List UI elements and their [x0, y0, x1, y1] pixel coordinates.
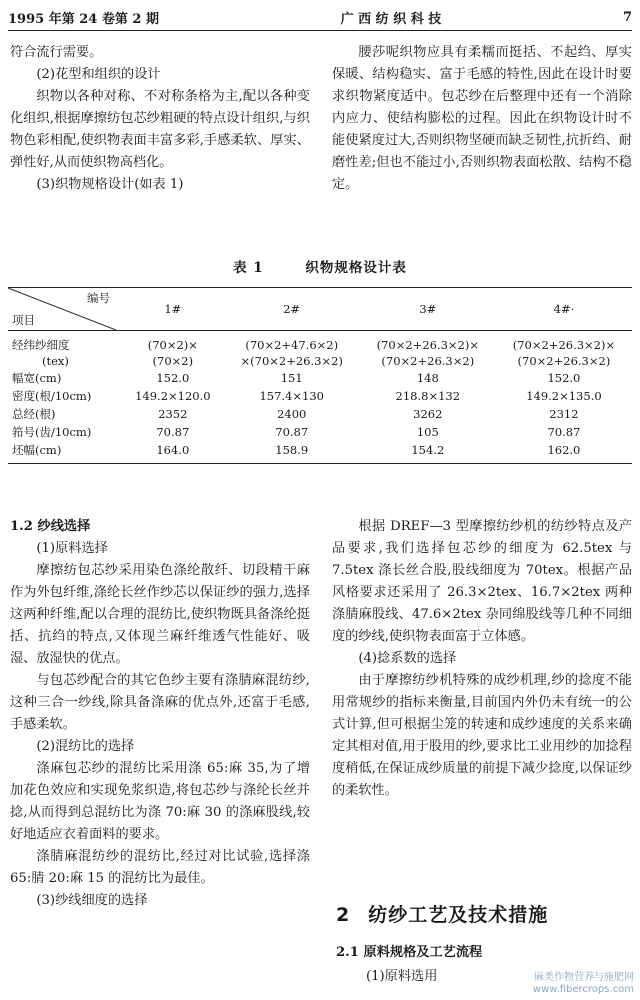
paragraph: 根据 DREF—3 型摩擦纺纱机的纺纱特点及产品要求,我们选择包芯纱的细度为 62.5tex 与 7.5tex 涤长丝合股,股线细度为 70tex。根据产品风格要求还采用了 26.3×2tex、16.7×2tex 两种涤腈麻股线、47.6×2tex 杂同绵股线等几种不同细度的纱线,使织物表面富于立体感。 [332, 519, 632, 644]
spec-table [8, 287, 632, 464]
table-cell: 158.9 [224, 441, 360, 464]
paragraph: 涤麻包芯纱的混纺比采用涤 65:麻 35,为了增加花色效应和实现免浆织造,将包芯纱与涤纶长丝并捻,从而得到总混纺比为涤 70:麻 30 的涤麻股线,较好地适应衣着面料的要求。 [10, 761, 310, 842]
table-cell: 2312 [549, 407, 579, 421]
table-cell: (70×2)× (70×2) [147, 338, 198, 368]
table-caption [0, 256, 640, 276]
table-row [8, 441, 632, 464]
paragraph: 涤腈麻混纺纱的混纺比,经过对比试验,选择涤 65:腈 20:麻 15 的混纺比为最佳。 [10, 849, 310, 886]
subheading: (3)织物规格设计(如表 1) [36, 177, 184, 192]
paragraph: 由于摩擦纺纱机特殊的成纱机理,纱的捻度不能用常规纱的指标来衡量,目前国内外仍未有统一的公式计算,但可根据尘笼的转速和成纱速度的关系来确定其相对值,用于股用的纱,要求比工业用纱的加捻程度稍低,在保证成纱质量的前提下减少捻度,以保证纱的柔软性。 [332, 673, 632, 798]
subheading: (1)原料选用 [366, 969, 438, 984]
table-row [8, 369, 632, 387]
row-label: 坯幅(cm) [8, 441, 122, 464]
table-header-row [8, 288, 632, 331]
running-header [8, 6, 632, 28]
column-header: 3# [360, 288, 496, 331]
row-label: 筘号(齿/10cm) [12, 425, 92, 439]
table-cell: 70.87 [275, 425, 309, 439]
section-title-text: 纺纱工艺及技术措施 [368, 904, 549, 926]
table-corner-cell [8, 288, 122, 331]
table-cell: 148 [416, 371, 439, 385]
row-label: 总经(根) [12, 407, 56, 421]
table-cell: 70.87 [156, 425, 190, 439]
paragraph: 符合流行需要。 [10, 45, 103, 60]
table-cell: 2352 [158, 407, 188, 421]
table-cell: (70×2+26.3×2)× (70×2+26.3×2) [512, 338, 616, 368]
column-header: 2# [224, 288, 360, 331]
table-cell: 149.2×135.0 [526, 389, 602, 403]
table-cell: (70×2+26.3×2)× (70×2+26.3×2) [376, 338, 479, 368]
header-code: 编号 [87, 291, 110, 305]
table-cell: 2400 [277, 407, 307, 421]
bottom-right-column [332, 516, 632, 802]
table-row [8, 405, 632, 423]
row-label: 幅宽(cm) [12, 371, 62, 385]
subheading: (2)花型和组织的设计 [36, 67, 161, 82]
table-number: 表 1 [233, 260, 264, 276]
section-title [336, 900, 548, 927]
page-number: 7 [622, 9, 632, 25]
top-left-column [10, 42, 310, 196]
table-title: 织物规格设计表 [305, 260, 407, 276]
column-header: 1# [122, 288, 224, 331]
subheading: (2)混纺比的选择 [36, 739, 135, 754]
table-cell: 152.0 [156, 371, 190, 385]
column-header: 4#· [496, 288, 632, 331]
table-cell: 154.2 [360, 441, 496, 464]
section-number: 2 [336, 904, 351, 926]
paragraph: 织物以各种对称、不对称条格为主,配以各种变化组织,根据摩擦纺包芯纱粗硬的特点设计组织,与织物色彩相配,使织物表面丰富多彩,手感柔软、厚实、弹性好,从而使织物高档化。 [10, 89, 310, 170]
table-cell: 162.0 [496, 441, 632, 464]
row-label: 经纬纱细度 (tex) [12, 338, 70, 368]
journal-name: 广 西 纺 织 科 技 [340, 11, 442, 27]
row-label: 密度(根/10cm) [12, 389, 92, 403]
table-cell: 105 [416, 425, 439, 439]
paragraph: 腰莎呢织物应具有柔糯而挺括、不起绉、厚实保暖、结构稳实、富于毛感的特性,因此在设计时要求织物紧度适中。包芯纱在后整理中还有一个消除内应力、使结构膨松的过程。因此在织物设计时不能使紧度过大,否则织物坚硬而缺乏韧性,抗折绉、耐磨性差;但也不能过小,否则织物表面松散、结构不稳定。 [332, 45, 632, 192]
table-cell: 218.8×132 [395, 389, 461, 403]
top-right-column [332, 42, 632, 196]
paragraph: 摩擦纺包芯纱采用染色涤纶散纤、切段精干麻作为外包纤维,涤纶长丝作纱芯以保证纱的强力,选择这两种纤维,配以合理的混纺比,使织物既具备涤纶挺括、抗绉的特点,又体现兰麻纤维透气性能好、吸湿、放湿快的优点。 [10, 563, 310, 666]
header-item: 项目 [12, 313, 35, 327]
table-cell: 157.4×130 [259, 389, 324, 403]
table-cell: (70×2+47.6×2) ×(70×2+26.3×2) [240, 338, 343, 368]
table-cell: 151 [280, 371, 303, 385]
table-row [8, 331, 632, 370]
subheading: (4)捻系数的选择 [358, 651, 457, 666]
subheading: (3)纱线细度的选择 [36, 893, 148, 908]
table-cell: 149.2×120.0 [135, 389, 211, 403]
table-cell: 70.87 [547, 425, 581, 439]
paragraph: 与包芯纱配合的其它色纱主要有涤腈麻混纺纱,这种三合一纱线,除具备涤麻的优点外,还富于毛感,手感柔软。 [10, 673, 310, 732]
table-row [8, 423, 632, 441]
subsection-heading: 2.1 原料规格及工艺流程 [336, 945, 483, 960]
section-heading: 1.2 纱线选择 [10, 519, 91, 534]
table-cell: 152.0 [547, 371, 581, 385]
table-cell: 3262 [413, 407, 443, 421]
subheading: (1)原料选择 [36, 541, 108, 556]
table-cell: 164.0 [122, 441, 224, 464]
watermark: 麻类作物营养与施肥网 www.fibercrops.com [532, 972, 634, 995]
journal-issue: 1995 年第 24 卷第 2 期 [8, 11, 159, 27]
table-row [8, 387, 632, 405]
header-rule [8, 30, 632, 31]
bottom-left-column [10, 516, 310, 912]
